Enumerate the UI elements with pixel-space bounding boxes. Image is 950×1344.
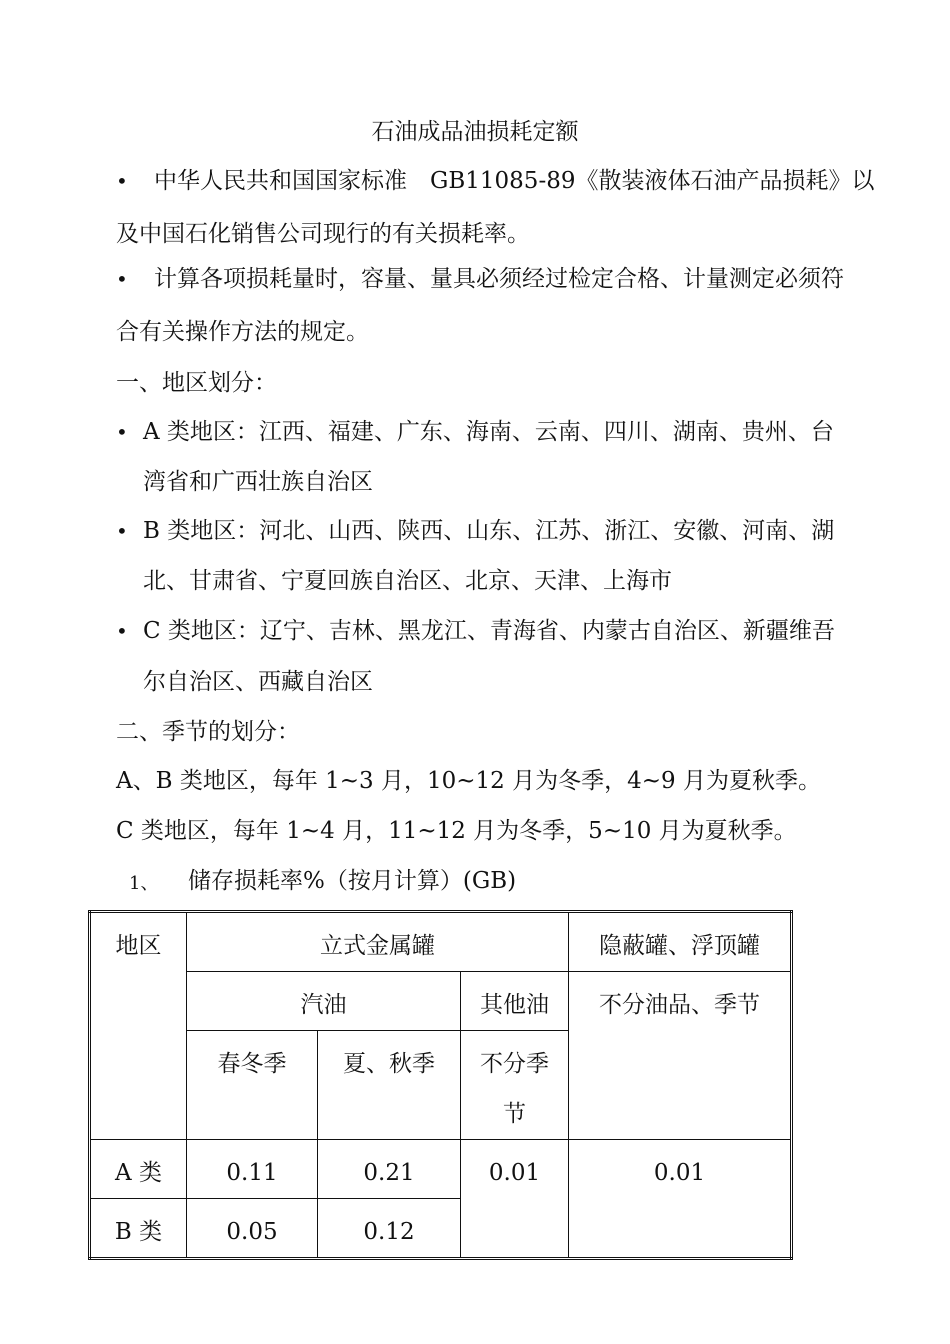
other-oil-value: 0.01 [461,1140,569,1259]
region-b-line-2: 北、甘肃省、宁夏回族自治区、北京、天津、上海市 [143,568,672,594]
bullet-dot: • [116,519,128,543]
bullet-dot: • [116,267,128,291]
bullet-dot: • [116,619,128,643]
intro-paragraph-1-line-1: 中华人民共和国国家标准 GB11085-89《散装液体石油产品损耗》以 [154,168,875,194]
document-title: 石油成品油损耗定额 [371,119,579,145]
header-hidden-floating-tank: 隐蔽罐、浮顶罐 [569,912,792,972]
row-b-summer-autumn: 0.12 [318,1199,461,1259]
region-c-line-1: C 类地区：辽宁、吉林、黑龙江、青海省、内蒙古自治区、新疆维吾 [143,618,835,644]
header-no-season-line-1: 不分季 [480,1051,549,1077]
header-vertical-metal-tank: 立式金属罐 [187,912,569,972]
intro-paragraph-2-line-1: 计算各项损耗量时，容量、量具必须经过检定合格、计量测定必须符 [154,266,844,292]
row-a-region: A 类 [90,1140,187,1199]
intro-paragraph-2-line-2: 合有关操作方法的规定。 [116,319,369,345]
season-rule-c: C 类地区，每年 1~4 月，11~12 月为冬季，5~10 月为夏秋季。 [116,818,797,844]
row-a-spring-winter: 0.11 [187,1140,318,1199]
header-region: 地区 [90,912,187,1140]
season-rule-ab: A、B 类地区，每年 1~3 月，10~12 月为冬季，4~9 月为夏秋季。 [116,768,821,794]
header-gasoline: 汽油 [187,972,461,1031]
intro-paragraph-1-line-2: 及中国石化销售公司现行的有关损耗率。 [116,221,530,247]
hidden-floating-value: 0.01 [569,1140,792,1259]
row-b-region: B 类 [90,1199,187,1259]
storage-loss-table [88,910,793,1260]
region-b-line-1: B 类地区：河北、山西、陕西、山东、江苏、浙江、安徽、河南、湖 [143,518,835,544]
header-summer-autumn: 夏、秋季 [318,1031,461,1140]
section-heading-seasons: 二、季节的划分： [116,719,300,745]
row-b-spring-winter: 0.05 [187,1199,318,1259]
region-a-line-2: 湾省和广西壮族自治区 [143,469,373,495]
header-no-distinction: 不分油品、季节 [569,972,792,1140]
header-no-season-line-2: 节 [503,1101,526,1127]
region-c-line-2: 尔自治区、西藏自治区 [143,669,373,695]
region-a-line-1: A 类地区：江西、福建、广东、海南、云南、四川、湖南、贵州、台 [143,419,834,445]
header-no-season [461,1031,569,1140]
table-caption-number: 1、 [129,873,159,894]
table-caption: 储存损耗率%（按月计算）(GB) [188,868,517,894]
section-heading-regions: 一、地区划分： [116,370,277,396]
row-a-summer-autumn: 0.21 [318,1140,461,1199]
header-other-oil: 其他油 [461,972,569,1031]
bullet-dot: • [116,420,128,444]
bullet-dot: • [116,169,128,193]
header-spring-winter: 春冬季 [187,1031,318,1140]
